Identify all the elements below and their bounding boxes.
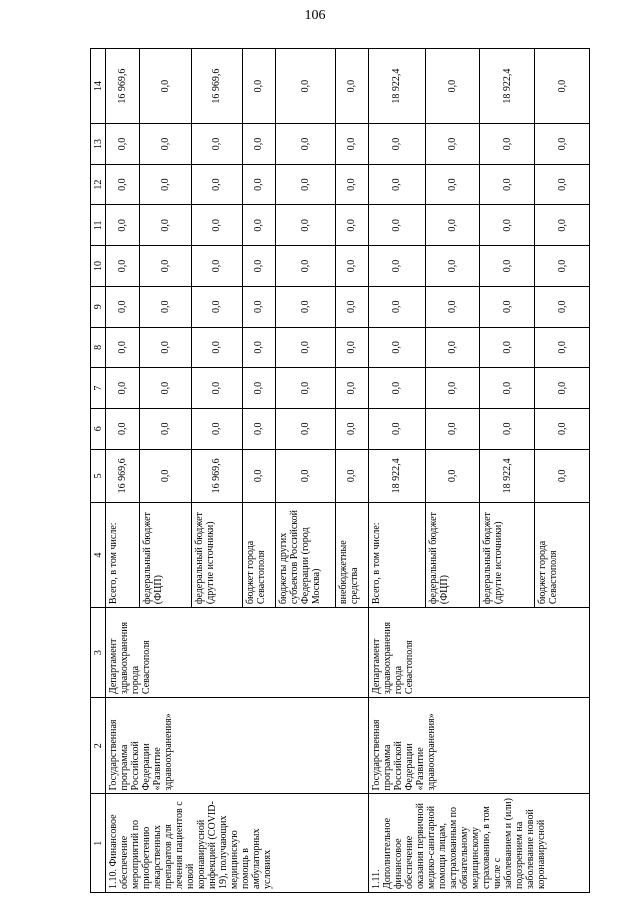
budget-table (90, 48, 590, 893)
amount-cell: 0,0 (425, 205, 480, 246)
amount-cell: 0,0 (275, 205, 335, 246)
amount-cell: 0,0 (242, 246, 275, 287)
row-executor: Департамент здравоохранения города Севастополя (368, 608, 589, 698)
amount-cell: 0,0 (140, 408, 191, 449)
amount-cell: 0,0 (275, 246, 335, 287)
amount-cell: 0,0 (535, 408, 590, 449)
amount-cell: 0,0 (191, 205, 242, 246)
amount-cell: 0,0 (242, 49, 275, 124)
amount-cell: 0,0 (106, 164, 140, 205)
amount-cell: 0,0 (368, 246, 425, 287)
col-header: 3 (91, 608, 106, 698)
amount-cell: 0,0 (191, 124, 242, 165)
table-row (368, 49, 425, 893)
amount-cell: 0,0 (368, 286, 425, 327)
table-body (106, 49, 590, 893)
amount-cell: 0,0 (191, 368, 242, 409)
amount-cell: 0,0 (275, 327, 335, 368)
amount-cell: 0,0 (335, 449, 368, 503)
col-header: 13 (91, 124, 106, 165)
amount-cell: 0,0 (275, 368, 335, 409)
amount-cell: 0,0 (242, 286, 275, 327)
amount-cell: 0,0 (535, 449, 590, 503)
amount-cell: 0,0 (275, 124, 335, 165)
amount-cell: 0,0 (535, 246, 590, 287)
header-row (91, 49, 106, 893)
amount-cell: 0,0 (242, 124, 275, 165)
amount-cell: 0,0 (368, 205, 425, 246)
amount-cell: 0,0 (425, 164, 480, 205)
amount-cell: 0,0 (106, 205, 140, 246)
amount-cell: 16 969,6 (106, 449, 140, 503)
amount-cell: 0,0 (368, 124, 425, 165)
amount-cell: 0,0 (335, 408, 368, 449)
row-program: Государственная программа Российской Федерации «Развитие здравоохранения» (368, 698, 589, 794)
amount-cell: 0,0 (480, 408, 535, 449)
funding-source-label: бюджет города Севастополя (535, 503, 590, 608)
amount-cell: 0,0 (535, 327, 590, 368)
amount-cell: 18 922,4 (368, 449, 425, 503)
funding-source-label: федеральный бюджет (другие источники) (480, 503, 535, 608)
col-header: 4 (91, 503, 106, 608)
amount-cell: 0,0 (140, 327, 191, 368)
amount-cell: 0,0 (425, 286, 480, 327)
amount-cell: 0,0 (535, 49, 590, 124)
amount-cell: 0,0 (140, 205, 191, 246)
col-header: 10 (91, 246, 106, 287)
amount-cell: 0,0 (480, 164, 535, 205)
funding-source-label: федеральный бюджет (другие источники) (191, 503, 242, 608)
amount-cell: 0,0 (535, 164, 590, 205)
amount-cell: 0,0 (535, 368, 590, 409)
amount-cell: 0,0 (425, 408, 480, 449)
col-header: 6 (91, 408, 106, 449)
amount-cell: 0,0 (140, 49, 191, 124)
amount-cell: 0,0 (535, 286, 590, 327)
amount-cell: 0,0 (242, 164, 275, 205)
amount-cell: 0,0 (480, 327, 535, 368)
amount-cell: 0,0 (425, 49, 480, 124)
amount-cell: 0,0 (335, 246, 368, 287)
amount-cell: 0,0 (425, 449, 480, 503)
amount-cell: 18 922,4 (480, 49, 535, 124)
row-name: 1.10. Финансовое обеспечение мероприятий по приобретению лекарственных препаратов для лечения пациентов с новой коронавирусной инфекцией (COVID-19), получающих медицинскую помощь в амбулаторных условиях (106, 794, 369, 893)
amount-cell: 0,0 (242, 408, 275, 449)
amount-cell: 0,0 (140, 164, 191, 205)
col-header: 11 (91, 205, 106, 246)
col-header: 9 (91, 286, 106, 327)
row-name: 1.11. Дополнительное финансовое обеспечение оказания первичной медико-санитарной помощи лицам, застрахованным по обязательному медицинскому страхованию, в том числе с заболеванием и (или) подозрением на заболевание новой коронавирусной (368, 794, 589, 893)
amount-cell: 0,0 (106, 368, 140, 409)
amount-cell: 0,0 (275, 449, 335, 503)
col-header: 2 (91, 698, 106, 794)
funding-source-label: федеральный бюджет (ФЦП) (140, 503, 191, 608)
col-header: 5 (91, 449, 106, 503)
amount-cell: 0,0 (275, 408, 335, 449)
funding-source-label: Всего, в том числе: (368, 503, 425, 608)
amount-cell: 0,0 (425, 124, 480, 165)
amount-cell: 0,0 (106, 327, 140, 368)
amount-cell: 0,0 (480, 124, 535, 165)
amount-cell: 0,0 (335, 286, 368, 327)
amount-cell: 18 922,4 (368, 49, 425, 124)
amount-cell: 0,0 (368, 368, 425, 409)
funding-source-label: бюджеты других субъектов Российской Федерации (город Москва) (275, 503, 335, 608)
amount-cell: 0,0 (140, 368, 191, 409)
amount-cell: 0,0 (368, 164, 425, 205)
funding-source-label: бюджет города Севастополя (242, 503, 275, 608)
amount-cell: 0,0 (335, 49, 368, 124)
amount-cell: 0,0 (106, 408, 140, 449)
amount-cell: 0,0 (480, 368, 535, 409)
rotated-table-container (90, 48, 590, 893)
funding-source-label: Всего, в том числе: (106, 503, 140, 608)
amount-cell: 0,0 (335, 327, 368, 368)
amount-cell: 0,0 (480, 246, 535, 287)
row-executor: Департамент здравоохранения города Севастополя (106, 608, 369, 698)
amount-cell: 0,0 (242, 449, 275, 503)
amount-cell: 0,0 (480, 286, 535, 327)
amount-cell: 0,0 (191, 408, 242, 449)
funding-source-label: федеральный бюджет (ФЦП) (425, 503, 480, 608)
row-program: Государственная программа Российской Федерации «Развитие здравоохранения» (106, 698, 369, 794)
funding-source-label: внебюджетные средства (335, 503, 368, 608)
amount-cell: 0,0 (275, 286, 335, 327)
amount-cell: 16 969,6 (106, 49, 140, 124)
amount-cell: 0,0 (191, 246, 242, 287)
page-number: 106 (304, 8, 326, 23)
amount-cell: 0,0 (191, 327, 242, 368)
amount-cell: 0,0 (242, 368, 275, 409)
amount-cell: 0,0 (140, 449, 191, 503)
amount-cell: 0,0 (275, 164, 335, 205)
amount-cell: 0,0 (140, 124, 191, 165)
amount-cell: 0,0 (106, 124, 140, 165)
col-header: 7 (91, 368, 106, 409)
table-wrapper (90, 48, 590, 893)
col-header: 8 (91, 327, 106, 368)
amount-cell: 0,0 (335, 205, 368, 246)
amount-cell: 16 969,6 (191, 449, 242, 503)
amount-cell: 0,0 (106, 286, 140, 327)
amount-cell: 0,0 (106, 246, 140, 287)
amount-cell: 0,0 (335, 164, 368, 205)
amount-cell: 0,0 (191, 164, 242, 205)
amount-cell: 0,0 (140, 286, 191, 327)
amount-cell: 0,0 (242, 327, 275, 368)
amount-cell: 0,0 (535, 124, 590, 165)
amount-cell: 0,0 (242, 205, 275, 246)
amount-cell: 0,0 (425, 368, 480, 409)
amount-cell: 0,0 (140, 246, 191, 287)
col-header: 12 (91, 164, 106, 205)
col-header: 14 (91, 49, 106, 124)
amount-cell: 0,0 (368, 327, 425, 368)
amount-cell: 0,0 (335, 368, 368, 409)
amount-cell: 18 922,4 (480, 449, 535, 503)
amount-cell: 0,0 (368, 408, 425, 449)
amount-cell: 0,0 (425, 327, 480, 368)
amount-cell: 0,0 (480, 205, 535, 246)
col-header: 1 (91, 794, 106, 893)
amount-cell: 0,0 (275, 49, 335, 124)
amount-cell: 16 969,6 (191, 49, 242, 124)
table-row (106, 49, 140, 893)
amount-cell: 0,0 (425, 246, 480, 287)
amount-cell: 0,0 (535, 205, 590, 246)
amount-cell: 0,0 (191, 286, 242, 327)
amount-cell: 0,0 (335, 124, 368, 165)
